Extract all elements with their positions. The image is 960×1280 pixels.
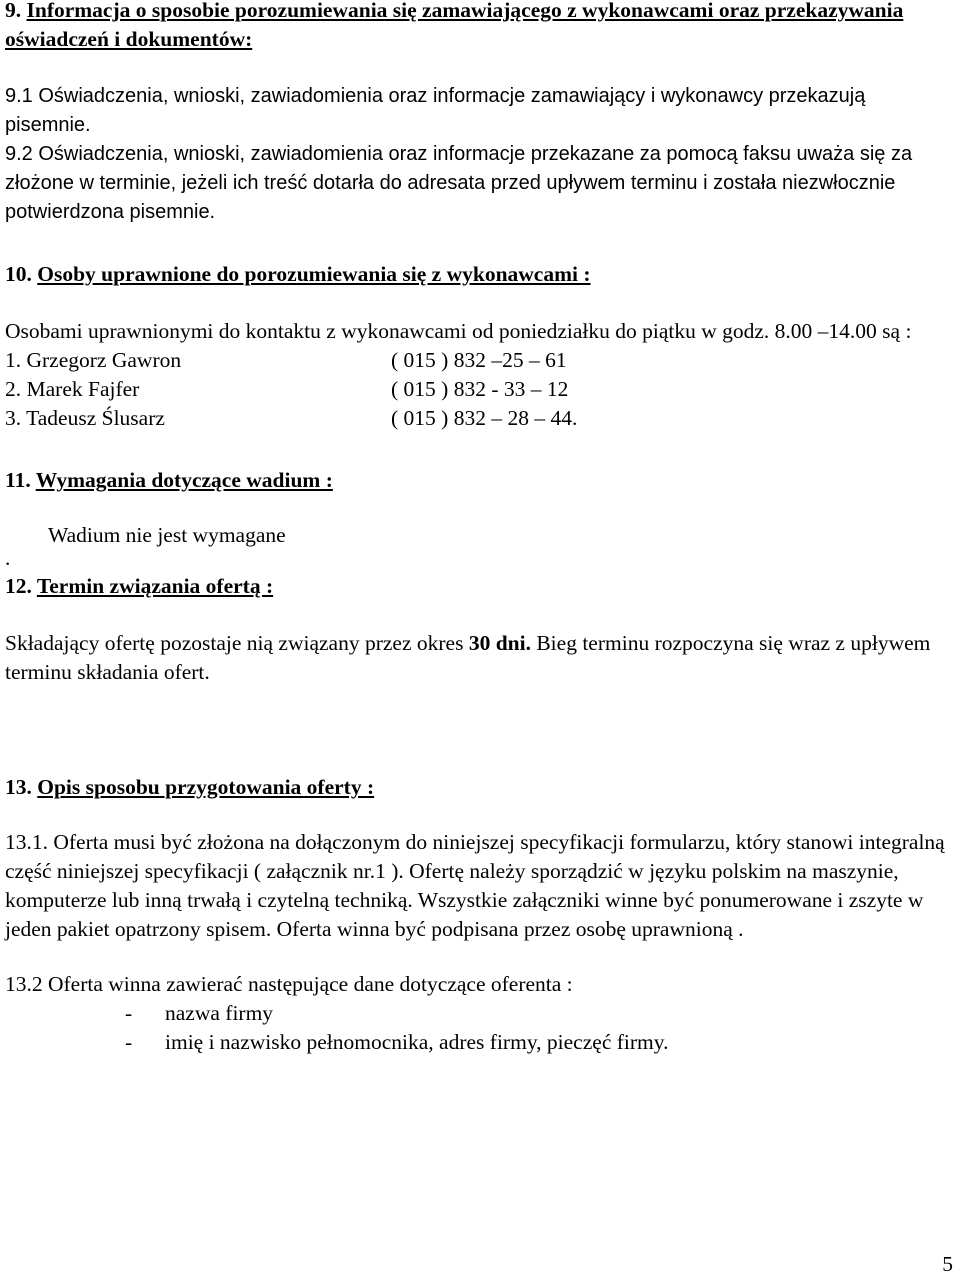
paragraph-9-1: 9.1 Oświadczenia, wnioski, zawiadomienia oraz informacje zamawiający i wykonawcy przekazują pisemnie. (5, 85, 866, 136)
section-9-title: Informacja o sposobie porozumiewania się zamawiającego z wykonawcami oraz przekazywania oświadczeń i dokumentów: (5, 0, 904, 51)
list-item-text: nazwa firmy (165, 1001, 274, 1025)
paragraph-13-2: 13.2 Oferta winna zawierać następujące dane dotyczące oferenta : (5, 972, 573, 996)
contact-row (5, 375, 950, 404)
list-dash: - (125, 1001, 133, 1025)
deposit-text: Wadium nie jest wymagane (48, 523, 286, 547)
list-item (5, 1028, 950, 1057)
section-10-heading (5, 260, 950, 289)
list-item (5, 999, 950, 1028)
offer-validity-text-a: Składający ofertę pozostaje nią związany przez okres (5, 631, 469, 655)
paragraph-9-2: 9.2 Oświadczenia, wnioski, zawiadomienia oraz informacje przekazane za pomocą faksu uważa się za złożone w terminie, jeżeli ich treść dotarła do adresata przed upływem terminu i została niezwłocznie potwierdzona pisemnie. (5, 143, 913, 223)
contacts-intro: Osobami uprawnionymi do kontaktu z wykonawcami od poniedziałku do piątku w godz. 8.00 –14.00 są : (5, 319, 912, 343)
section-13-heading (5, 773, 950, 802)
contact-name: 2. Marek Fajfer (5, 377, 140, 401)
list-item-text: imię i nazwisko pełnomocnika, adres firmy, pieczęć firmy. (165, 1030, 669, 1054)
offer-validity-days: 30 dni. (468, 631, 531, 655)
page-number: 5 (942, 1252, 953, 1276)
offer-data-list (5, 999, 950, 1057)
section-12-number: 12. (5, 574, 37, 598)
section-13-title: Opis sposobu przygotowania oferty : (37, 775, 375, 799)
offer-validity-text-b: Bieg terminu rozpoczyna się wraz z upływem terminu składania ofert. (5, 631, 931, 684)
contact-row (5, 404, 950, 433)
section-12-heading (5, 572, 950, 601)
section-10-number: 10. (5, 262, 38, 286)
contact-row (5, 346, 950, 375)
document-page (5, 0, 950, 1057)
contact-phone: ( 015 ) 832 –25 – 61 (391, 348, 567, 372)
contact-name: 1. Grzegorz Gawron (5, 348, 182, 372)
section-13-number: 13. (5, 775, 38, 799)
section-9-heading (5, 0, 950, 54)
deposit-dot: . (5, 546, 11, 570)
section-12-title: Termin związania ofertą : (36, 574, 274, 598)
section-11-heading (5, 466, 950, 495)
offer-validity-text (5, 629, 950, 687)
list-dash: - (125, 1030, 133, 1054)
section-11-title: Wymagania dotyczące wadium : (35, 468, 333, 492)
section-10-title: Osoby uprawnione do porozumiewania się z wykonawcami : (37, 262, 591, 286)
contact-name: 3. Tadeusz Ślusarz (5, 406, 165, 430)
section-11-number: 11. (5, 468, 36, 492)
section-9-number: 9. (5, 0, 27, 22)
contact-phone: ( 015 ) 832 - 33 – 12 (391, 377, 569, 401)
contact-list (5, 346, 950, 433)
paragraph-13-1: 13.1. Oferta musi być złożona na dołączonym do niniejszej specyfikacji formularzu, który stanowi integralną część niniejszej specyfikacji ( załącznik nr.1 ). Ofertę należy sporządzić w języku polskim na maszynie, komputerze lub inną trwałą i czytelną techniką. Wszystkie załączniki winne być ponumerowane i zszyte w jeden pakiet opatrzony spisem. Oferta winna być podpisana przez osobę uprawnioną . (5, 830, 945, 941)
contact-phone: ( 015 ) 832 – 28 – 44. (391, 406, 578, 430)
